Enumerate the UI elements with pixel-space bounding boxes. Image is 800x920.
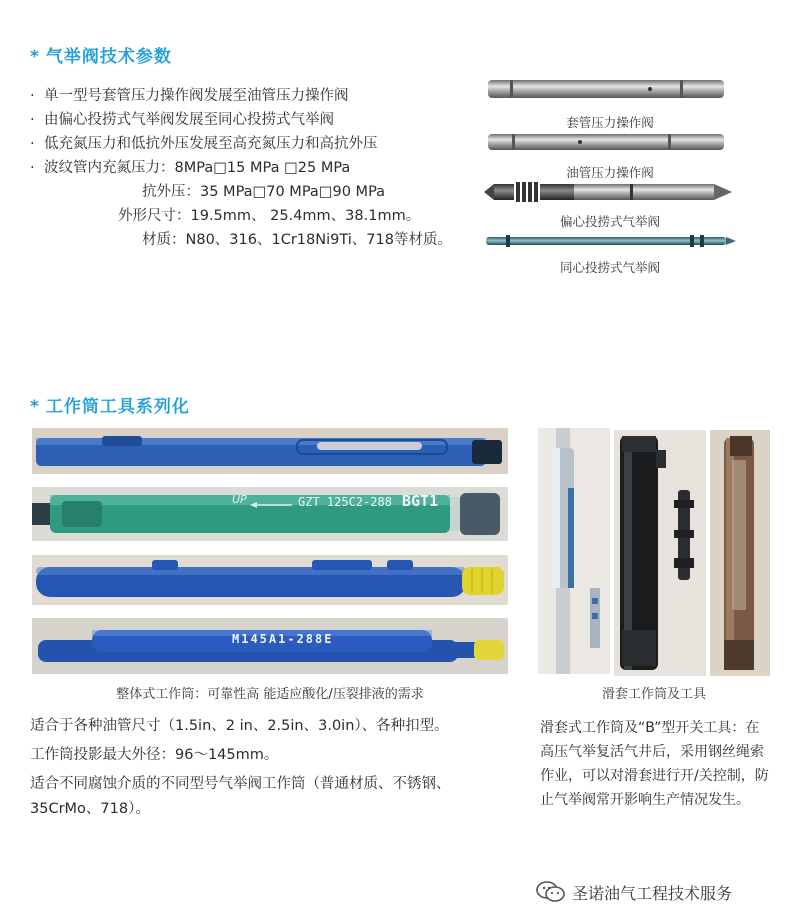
left-photo-caption: 整体式工作筒：可靠性高 能适应酸化/压裂排液的需求 — [116, 687, 424, 702]
section1-title: 气举阀技术参数 — [45, 47, 172, 67]
tube-photo-4 — [32, 618, 508, 674]
tube-photo-1 — [32, 428, 508, 474]
concentric-retrievable-valve-image — [486, 235, 736, 247]
watermark-text: 圣诺油气工程技术服务 — [572, 883, 733, 903]
casing-pressure-valve-image — [488, 80, 724, 98]
tube-marking-m145: M145A1-288E — [232, 632, 334, 646]
heading-star: * — [30, 47, 40, 67]
watermark — [536, 880, 732, 904]
left-description — [30, 714, 500, 822]
tube-photo-2 — [32, 487, 508, 541]
description-line: 适合于各种油管尺寸（1.5in、2 in、2.5in、3.0in）、各种扣型。 — [30, 718, 449, 734]
tubing-pressure-valve-image — [488, 134, 724, 150]
param-line: 抗外压：35 MPa□70 MPa□90 MPa — [142, 184, 386, 200]
blue-mandrel-yellow-tip-image — [32, 555, 508, 605]
sliding-sleeve-photo-2 — [614, 430, 706, 676]
blue-mandrel-image — [32, 428, 508, 474]
tube-marking-code: BGT1 — [402, 492, 439, 510]
section1-heading — [30, 42, 172, 67]
tube-photo-3 — [32, 555, 508, 605]
valve-params-list — [30, 84, 452, 252]
right-description: 滑套式工作筒及“B”型开关工具：在高压气举复活气井后，采用钢丝绳索作业，可以对滑套进行开/关控制，防止气举阀常开影响生产情况发生。 — [540, 720, 769, 808]
rusty-sleeve-image — [710, 430, 770, 676]
list-item: · 由偏心投捞式气举阀发展至同心投捞式气举阀 — [30, 112, 334, 128]
sliding-sleeve-photo-1 — [538, 428, 610, 674]
param-line: 材质：N80、316、1Cr18Ni9Ti、718等材质。 — [142, 232, 452, 248]
sliding-sleeve-photo-3 — [710, 430, 770, 676]
tube-marking-up: UP — [232, 493, 247, 506]
sliding-sleeve-image — [538, 428, 610, 674]
shifting-tool-image — [614, 430, 706, 676]
heading-star: * — [30, 397, 40, 417]
right-photo-caption: 滑套工作筒及工具 — [601, 687, 706, 702]
section2-heading — [30, 392, 190, 417]
section2-title: 工作筒工具系列化 — [45, 397, 190, 417]
valve-caption-casing: 套管压力操作阀 — [566, 115, 654, 130]
wechat-icon — [536, 880, 566, 904]
valve-caption-concentric: 同心投捞式气举阀 — [559, 260, 660, 275]
valve-caption-eccentric: 偏心投捞式气举阀 — [559, 214, 660, 229]
list-item: · 单一型号套管压力操作阀发展至油管压力操作阀 — [30, 88, 349, 104]
list-item: · 波纹管内充氮压力：8MPa□15 MPa □25 MPa — [30, 160, 351, 176]
description-line: 适合不同腐蚀介质的不同型号气举阀工作筒（普通材质、不锈钢、35CrMo、718）。 — [30, 776, 451, 817]
param-line: 外形尺寸：19.5mm、 25.4mm、38.1mm。 — [118, 208, 421, 224]
list-item: · 低充氮压力和低抗外压发展至高充氮压力和高抗外压 — [30, 136, 378, 152]
tube-marking-model: GZT 125C2-288 — [298, 495, 392, 509]
blue-mandrel-marked-image — [32, 618, 508, 674]
eccentric-retrievable-valve-image — [484, 182, 732, 202]
description-line: 工作筒投影最大外径：96～145mm。 — [30, 747, 279, 763]
valve-caption-tubing: 油管压力操作阀 — [566, 165, 654, 180]
